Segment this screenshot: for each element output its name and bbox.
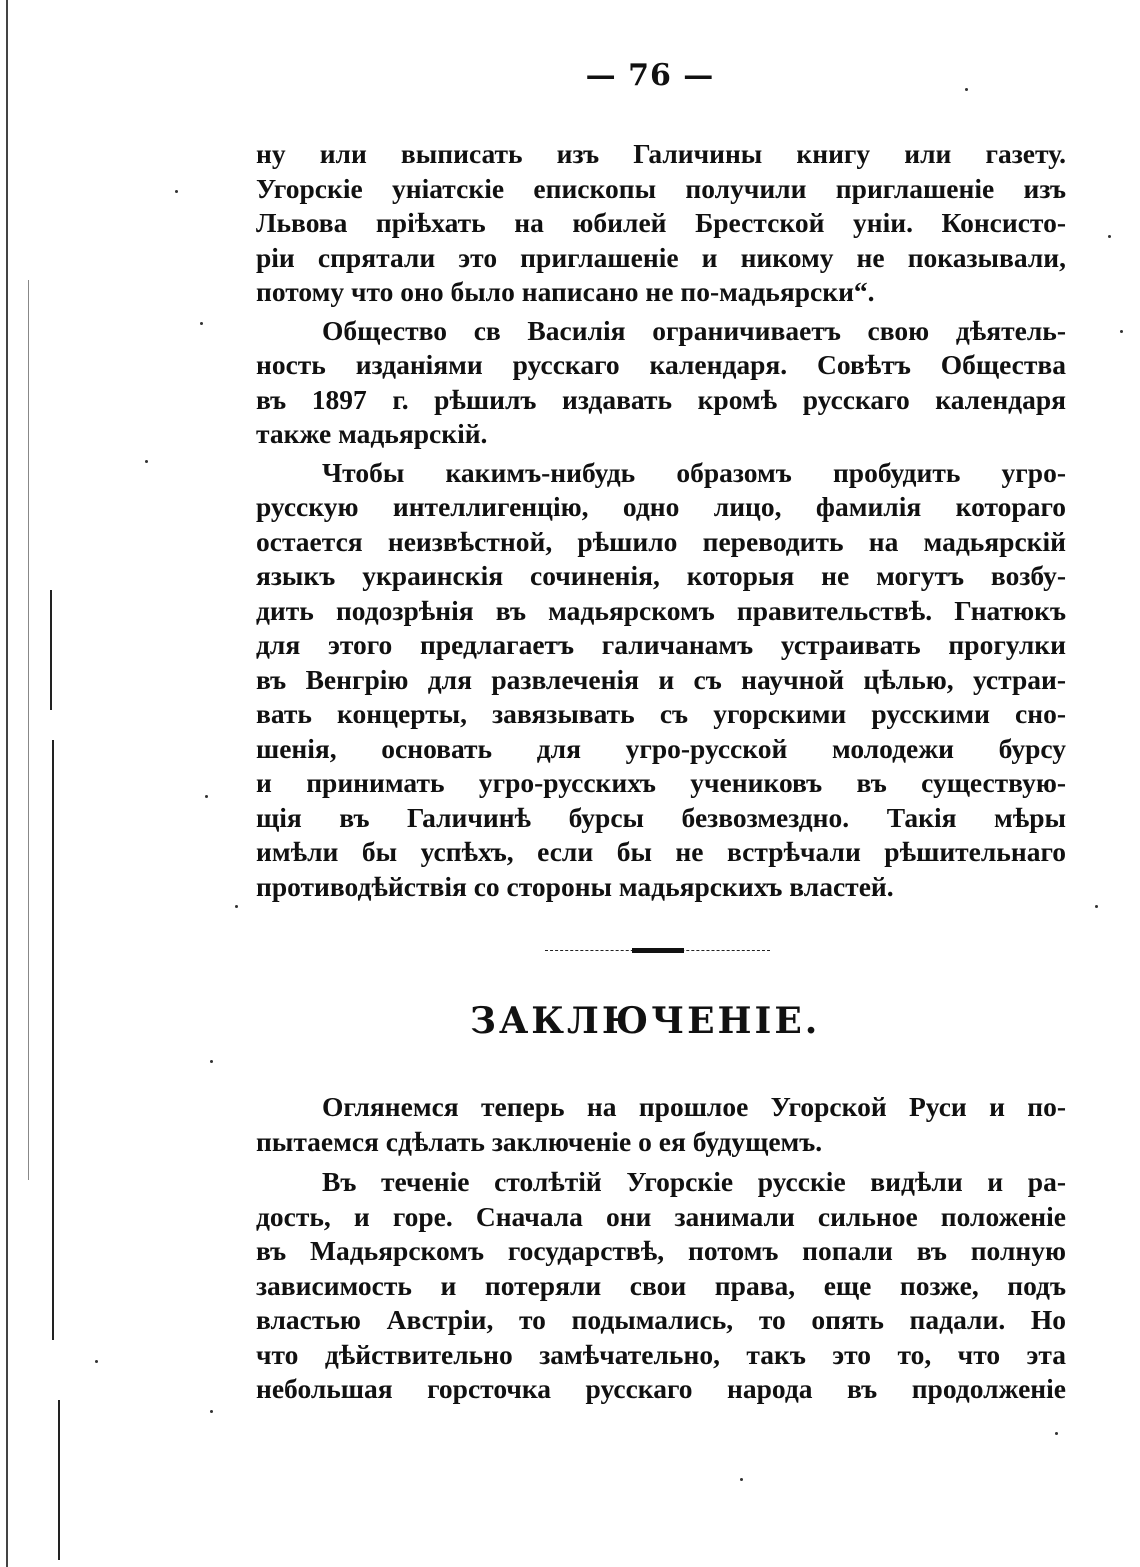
paragraph [256,1165,1066,1407]
paragraph [256,1090,1066,1159]
text-line: зависимость и потеряли свои права, еще позже, подъ [256,1269,1066,1301]
text-line: ну или выписать изъ Галичины книгу или газету. [256,138,1066,169]
scan-edge-line [50,590,52,710]
text-line: потому что оно было написано не по-мадьярски“. [256,276,875,307]
text-line: дость, и горе. Сначала они занимали сильное положеніе [256,1200,1066,1232]
section-divider-center [632,948,684,953]
scan-speck [205,795,208,798]
paragraph [256,456,1066,905]
text-line: въ Венгрію для развлеченія и съ научной цѣлью, устраи- [256,663,1066,695]
text-line: пытаемся сдѣлать заключеніе о ея будущемъ. [256,1125,823,1157]
text-line: Оглянемся теперь на прошлое Угорской Руси и по- [322,1091,1066,1122]
text-line: имѣли бы успѣхъ, если бы не встрѣчали рѣшительнаго [256,836,1066,867]
text-line: Львова пріѣхать на юбилей Брестской уніи. Консисто- [256,207,1066,238]
scan-speck [235,905,238,908]
text-line: небольшая горсточка русскаго народа въ продолженіе [256,1373,1066,1404]
scan-speck [1055,1432,1058,1435]
scan-speck [1120,330,1123,333]
text-line: въ 1897 г. рѣшилъ издавать кромѣ русскаго календаря [256,383,1066,415]
text-line: Угорскіе уніатскіе епископы получили приглашеніе изъ [256,172,1066,204]
section-one-text [256,137,1066,904]
text-line: Чтобы какимъ-нибудь образомъ пробудить угро- [322,456,1066,488]
text-line: въ Мадьярскомъ государствѣ, потомъ попали въ полную [256,1235,1066,1266]
text-line: для этого предлагаетъ галичанамъ устраивать прогулки [256,629,1066,660]
scan-speck [965,88,968,91]
section-two-text [256,1090,1066,1407]
scan-speck [210,1060,213,1063]
text-line: Общество св Василія ограничиваетъ свою дѣятель- [322,314,1066,346]
text-line: противодѣйствія со стороны мадьярскихъ властей. [256,870,894,902]
scan-speck [200,322,203,325]
scan-edge-line [6,0,8,1567]
text-line: щія въ Галичинѣ бурсы безвозмездно. Такія мѣры [256,801,1066,833]
text-line: Въ теченіе столѣтій Угорскіе русскіе видѣли и ра- [322,1166,1066,1197]
text-line: ріи спрятали это приглашеніе и никому не показывали, [256,241,1066,273]
scan-speck [1095,905,1098,908]
scan-speck [175,190,178,193]
text-line: вать концерты, завязывать съ угорскими русскими сно- [256,698,1066,729]
text-line: и принимать угро-русскихъ учениковъ въ существую- [256,767,1066,798]
section-title: ЗАКЛЮЧЕНІЕ. [470,1000,821,1042]
text-line: русскую интеллигенцію, одно лицо, фамилія котораго [256,491,1066,522]
text-line: шенія, основать для угро-русской молодежи бурсу [256,732,1066,764]
text-line: также мадьярскій. [256,418,488,449]
scan-speck [1108,235,1111,238]
scan-edge-line [58,1400,60,1560]
scan-edge-line [28,280,29,1180]
text-line: властью Австріи, то подымались, то опять падали. Но [256,1304,1066,1335]
text-line: остается неизвѣстной, рѣшило переводить на мадьярскій [256,525,1066,557]
text-line: дить подозрѣнія въ мадьярскомъ правительствѣ. Гнатюкъ [256,594,1066,626]
page-number: — 76 — [585,58,715,93]
paragraph [256,137,1066,310]
scan-speck [210,1410,213,1413]
scan-speck [740,1478,743,1481]
text-line: что дѣйствительно замѣчательно, такъ это то, что эта [256,1338,1066,1370]
text-line: языкъ украинскія сочиненія, которыя не могутъ возбу- [256,560,1066,591]
scan-edge-line [52,740,54,1340]
text-line: ность изданіями русскаго календаря. Совѣтъ Общества [256,349,1066,380]
scan-speck [95,1360,98,1363]
paragraph [256,314,1066,452]
scan-speck [145,460,148,463]
